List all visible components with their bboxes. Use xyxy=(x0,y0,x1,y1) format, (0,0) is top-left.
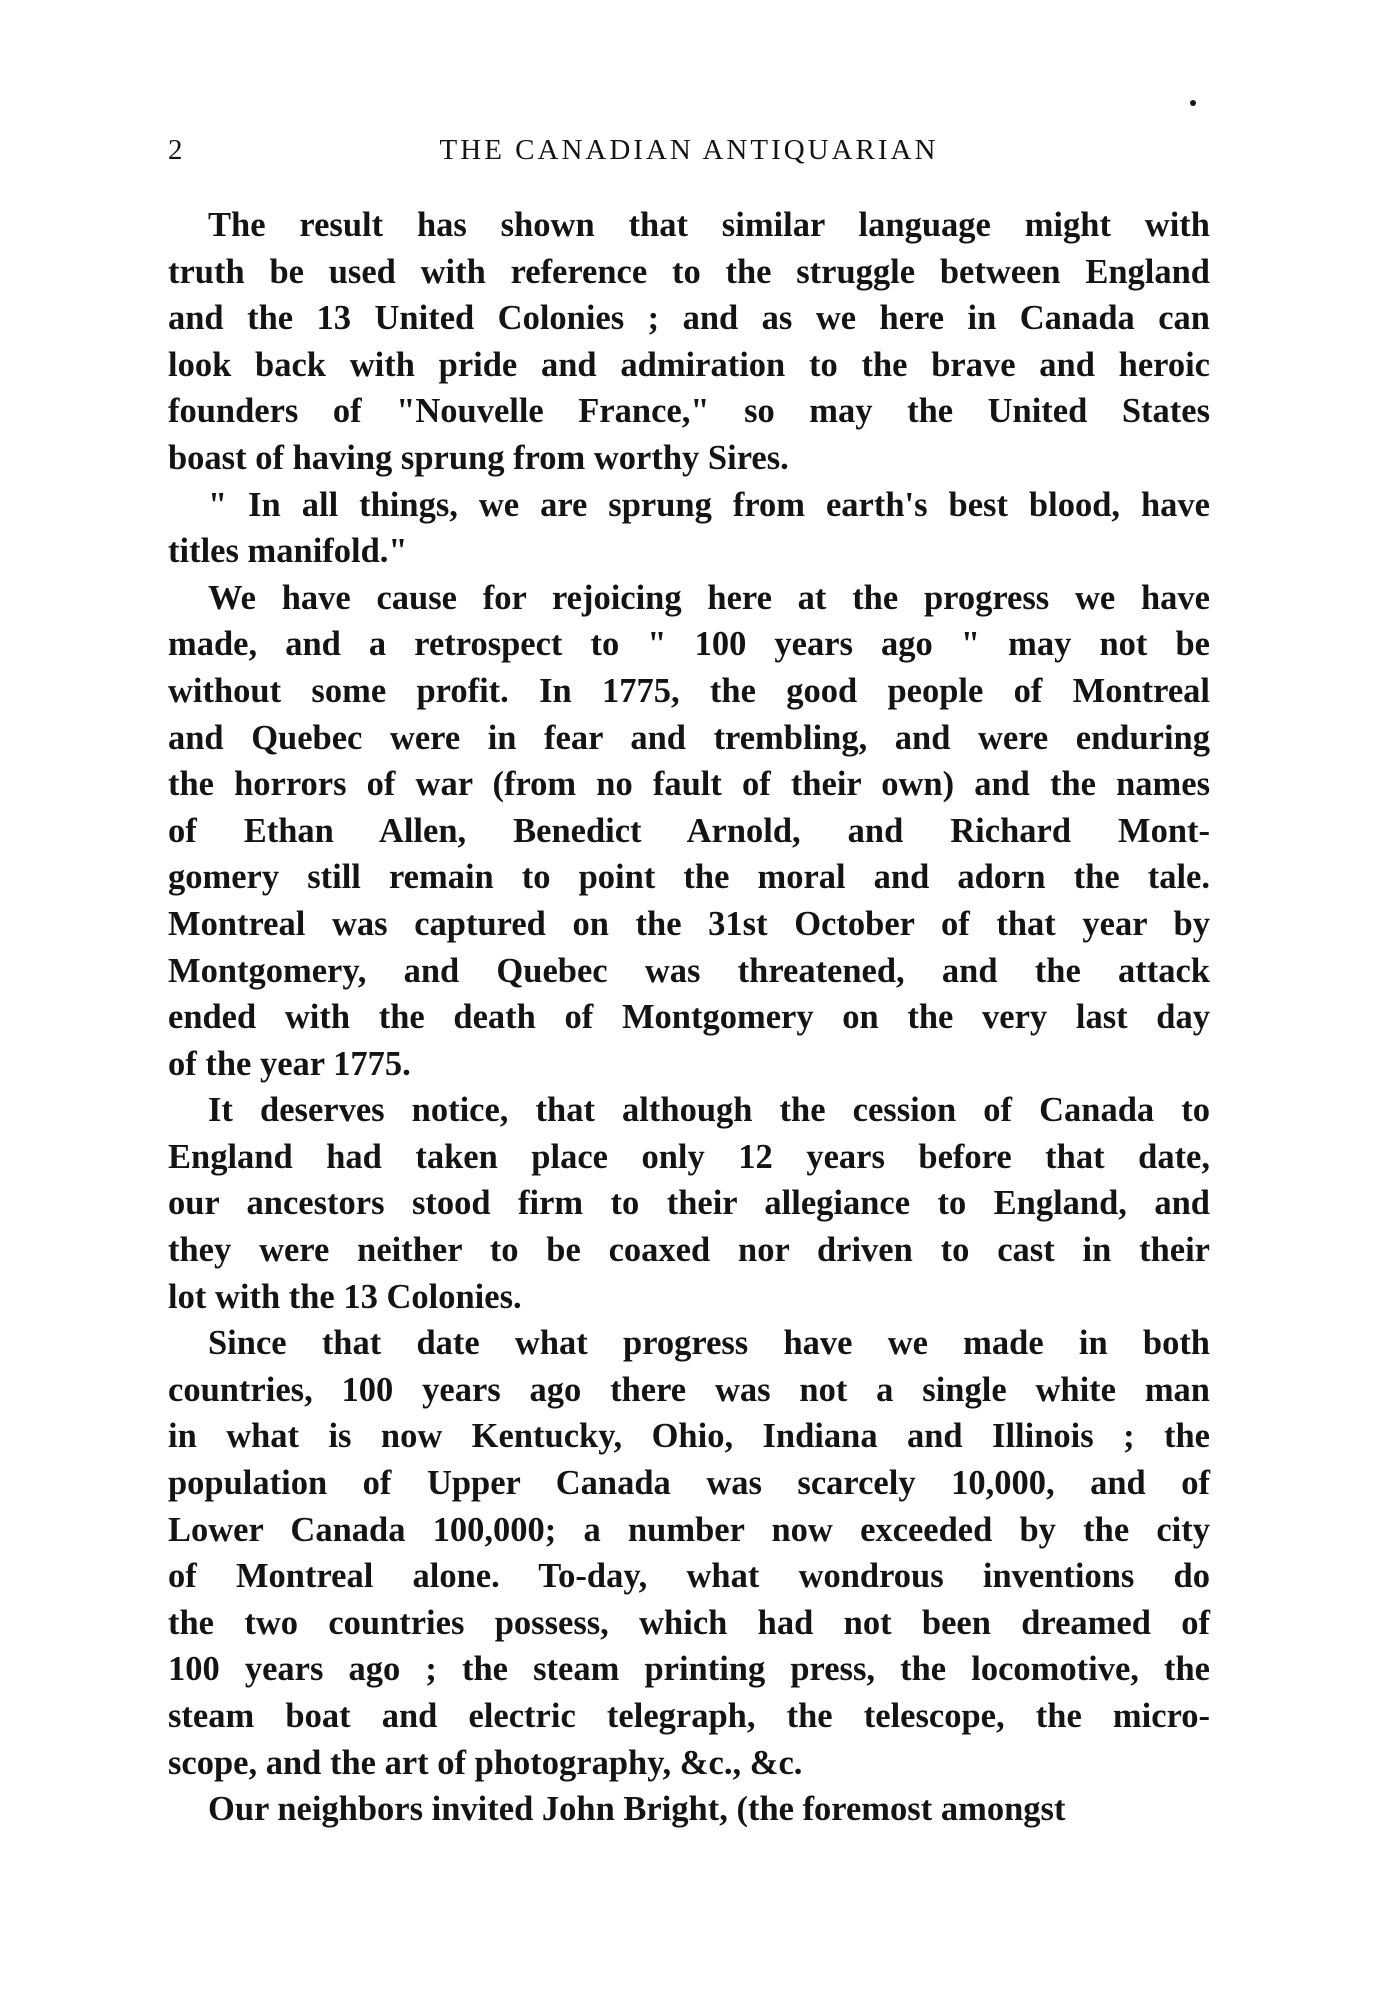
text-line: Our neighbors invited John Bright, (the foremost amongst xyxy=(208,1790,1066,1829)
text-line: founders of "Nouvelle France," so may the United States xyxy=(168,392,1210,431)
page-number: 2 xyxy=(168,134,186,166)
text-line: England had taken place only 12 years before that date, xyxy=(168,1137,1210,1176)
text-line: " In all things, we are sprung from earth's best blood, have xyxy=(208,485,1210,524)
text-line: lot with the 13 Colonies. xyxy=(168,1277,522,1316)
text-line: Since that date what progress have we made in both xyxy=(208,1324,1210,1363)
text-line: the horrors of war (from no fault of their own) and the names xyxy=(168,765,1210,804)
text-line: of Ethan Allen, Benedict Arnold, and Richard Mont- xyxy=(168,811,1210,850)
text-line: 100 years ago ; the steam printing press, the locomotive, the xyxy=(168,1650,1210,1689)
text-line: scope, and the art of photography, &c., &c. xyxy=(168,1743,803,1782)
paragraph xyxy=(168,202,1210,482)
text-line: truth be used with reference to the struggle between England xyxy=(168,252,1210,291)
text-line: in what is now Kentucky, Ohio, Indiana and Illinois ; the xyxy=(168,1417,1210,1456)
text-line: Lower Canada 100,000; a number now exceeded by the city xyxy=(168,1510,1210,1549)
text-line: our ancestors stood firm to their allegiance to England, and xyxy=(168,1184,1210,1223)
text-line: they were neither to be coaxed nor driven to cast in their xyxy=(168,1231,1210,1270)
paragraph xyxy=(168,1320,1210,1786)
paragraph xyxy=(168,482,1210,575)
page-header xyxy=(168,130,1210,170)
ink-speck xyxy=(1190,100,1196,106)
body-text xyxy=(168,202,1210,1833)
text-line: Montgomery, and Quebec was threatened, and the attack xyxy=(168,951,1210,990)
text-line: boast of having sprung from worthy Sires. xyxy=(168,438,789,477)
text-line: look back with pride and admiration to the brave and heroic xyxy=(168,345,1210,384)
text-line: titles manifold." xyxy=(168,532,408,571)
text-line: the two countries possess, which had not been dreamed of xyxy=(168,1603,1210,1642)
text-line: ended with the death of Montgomery on the very last day xyxy=(168,998,1210,1037)
paragraph xyxy=(168,1786,1210,1833)
text-line: The result has shown that similar language might with xyxy=(208,206,1210,244)
paragraph xyxy=(168,1087,1210,1320)
text-line: We have cause for rejoicing here at the progress we have xyxy=(208,578,1210,617)
text-line: of the year 1775. xyxy=(168,1044,411,1083)
text-line: population of Upper Canada was scarcely 10,000, and of xyxy=(168,1464,1210,1503)
paragraph xyxy=(168,575,1210,1088)
text-line: and Quebec were in fear and trembling, and were enduring xyxy=(168,718,1210,757)
text-line: made, and a retrospect to " 100 years ago " may not be xyxy=(168,625,1210,664)
text-line: countries, 100 years ago there was not a single white man xyxy=(168,1370,1210,1409)
text-line: and the 13 United Colonies ; and as we here in Canada can xyxy=(168,299,1210,338)
text-line: Montreal was captured on the 31st October of that year by xyxy=(168,904,1210,943)
text-line: of Montreal alone. To-day, what wondrous inventions do xyxy=(168,1557,1210,1596)
text-line: without some profit. In 1775, the good people of Montreal xyxy=(168,671,1210,710)
running-title: THE CANADIAN ANTIQUARIAN xyxy=(439,134,939,166)
text-line: gomery still remain to point the moral and adorn the tale. xyxy=(168,858,1210,897)
text-line: steam boat and electric telegraph, the telescope, the micro- xyxy=(168,1697,1210,1735)
text-line: It deserves notice, that although the cession of Canada to xyxy=(208,1091,1210,1130)
